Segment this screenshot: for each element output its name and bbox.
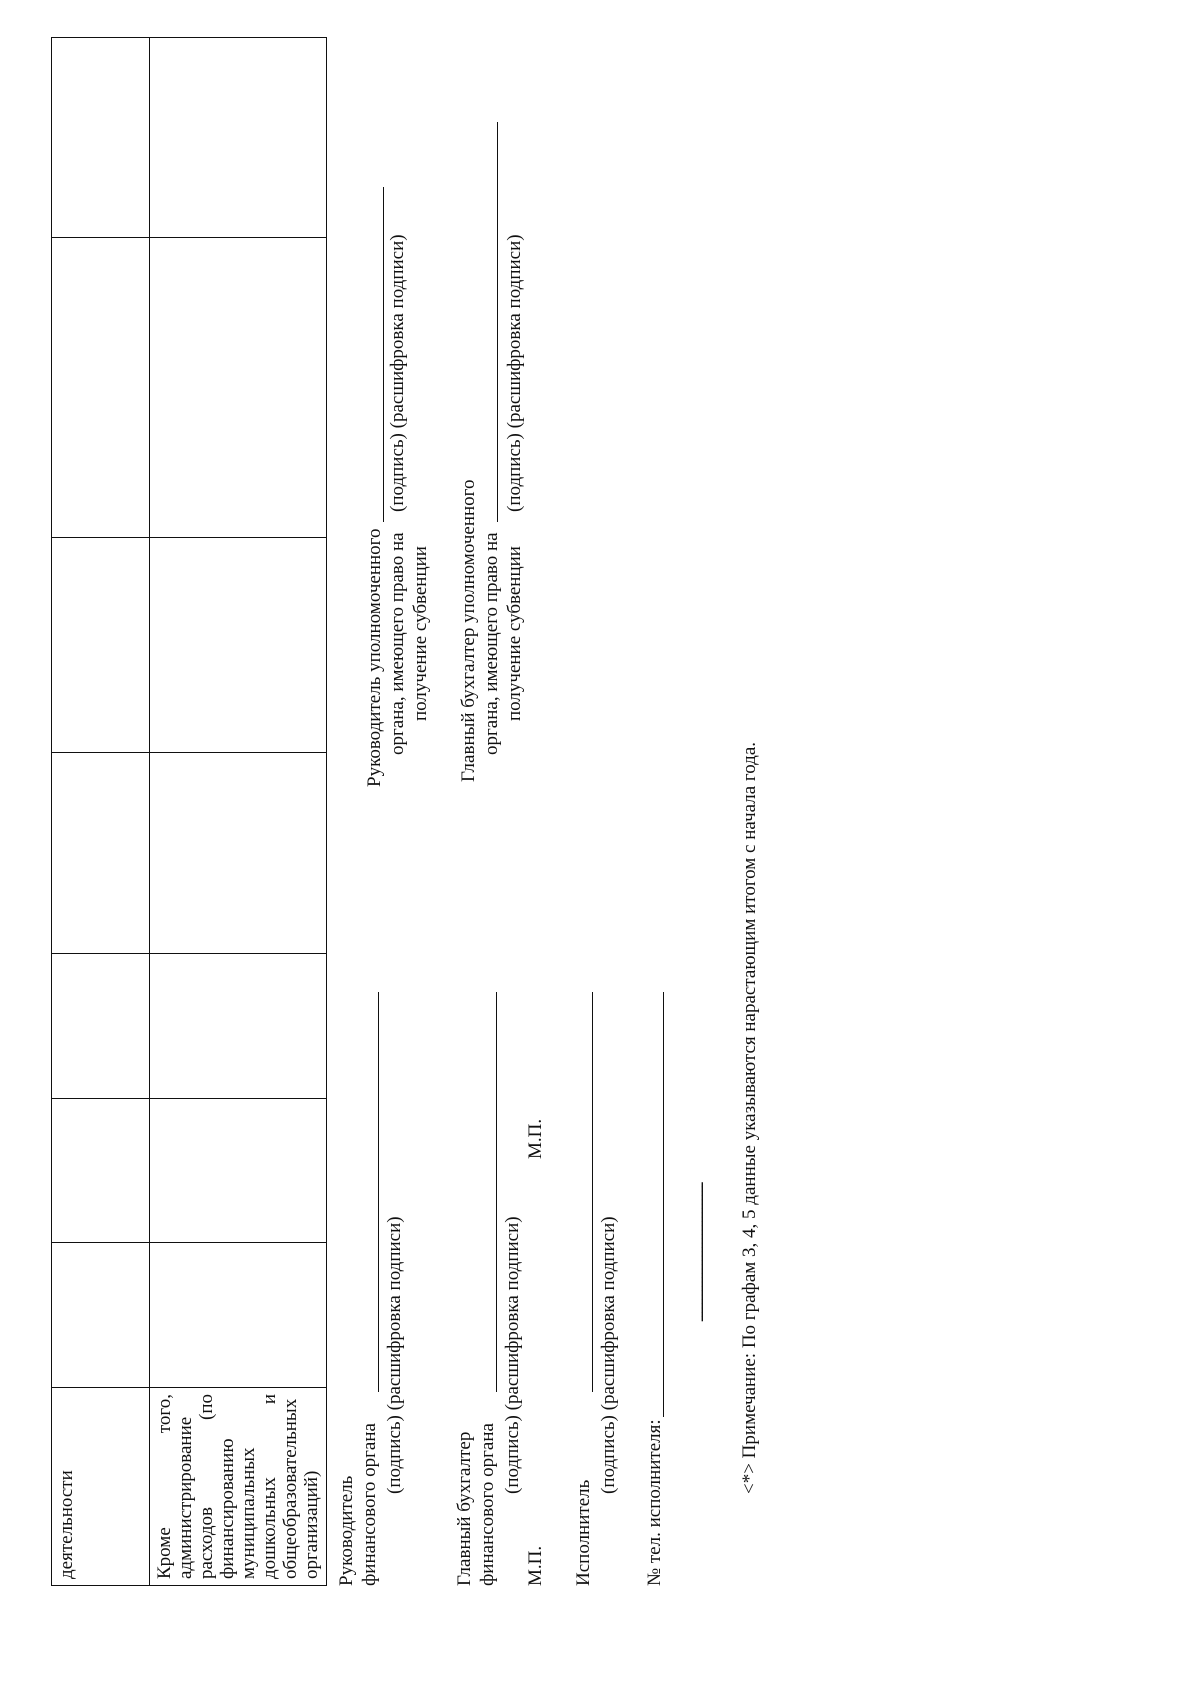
row-label-administration: Кроме того, администрирование расходов (по финансированию муниципальных дошкольных и общеобразовательных организаций) xyxy=(154,1394,322,1579)
table-cell xyxy=(52,954,150,1099)
head-signature-line xyxy=(378,992,379,1392)
accountant-signature-line xyxy=(496,992,497,1392)
table-cell xyxy=(150,1388,327,1586)
head-label-1: Руководитель xyxy=(336,1475,357,1586)
row-label-activity: деятельности xyxy=(56,1470,77,1579)
table-cell xyxy=(150,753,327,954)
table-cell xyxy=(150,1243,327,1388)
phone-label: № тел. исполнителя: xyxy=(644,1419,665,1586)
footnote-text: <*> Примечание: По графам 3, 4, 5 данные указываются нарастающим итогом с начала года. xyxy=(739,741,760,1494)
auth-head-line-1: Руководитель уполномоченного xyxy=(364,528,385,787)
report-table xyxy=(51,37,327,1586)
table-cell xyxy=(150,954,327,1099)
executor-caption: (подпись) (расшифровка подписи) xyxy=(598,1216,619,1494)
table-row xyxy=(150,38,327,1586)
table-row xyxy=(52,38,150,1586)
table-cell xyxy=(150,1099,327,1243)
table-cell xyxy=(52,753,150,954)
table-cell xyxy=(52,1243,150,1388)
table-cell xyxy=(52,538,150,753)
auth-head-signature-line xyxy=(383,187,384,522)
table-cell xyxy=(150,38,327,238)
stamp-mark-right: М.П. xyxy=(525,1118,546,1159)
footnote-separator: -------------------------------- xyxy=(691,1183,712,1322)
head-caption: (подпись) (расшифровка подписи) xyxy=(384,1216,405,1494)
table-cell xyxy=(52,38,150,238)
head-label-2: финансового органа xyxy=(359,1423,380,1586)
auth-accountant-signature-line xyxy=(497,122,498,522)
table-cell xyxy=(52,1099,150,1243)
executor-label: Исполнитель xyxy=(573,1479,594,1586)
table-cell xyxy=(150,538,327,753)
table-cell xyxy=(150,238,327,538)
auth-accountant-line-3: получение субвенции xyxy=(504,546,525,721)
auth-head-line-3: получение субвенции xyxy=(410,546,431,721)
auth-head-caption: (подпись) (расшифровка подписи) xyxy=(387,234,408,512)
executor-signature-line xyxy=(592,992,593,1392)
stamp-mark-left: М.П. xyxy=(525,1545,546,1586)
table-cell xyxy=(52,1388,150,1586)
accountant-caption: (подпись) (расшифровка подписи) xyxy=(502,1216,523,1494)
auth-accountant-line-2: органа, имеющего право на xyxy=(481,532,502,755)
phone-line xyxy=(663,992,664,1417)
auth-accountant-caption: (подпись) (расшифровка подписи) xyxy=(504,234,525,512)
auth-head-line-2: органа, имеющего право на xyxy=(387,532,408,755)
auth-accountant-line-1: Главный бухгалтер уполномоченного xyxy=(458,479,479,782)
accountant-label-2: финансового органа xyxy=(477,1423,498,1586)
accountant-label-1: Главный бухгалтер xyxy=(454,1431,475,1586)
table-cell xyxy=(52,238,150,538)
